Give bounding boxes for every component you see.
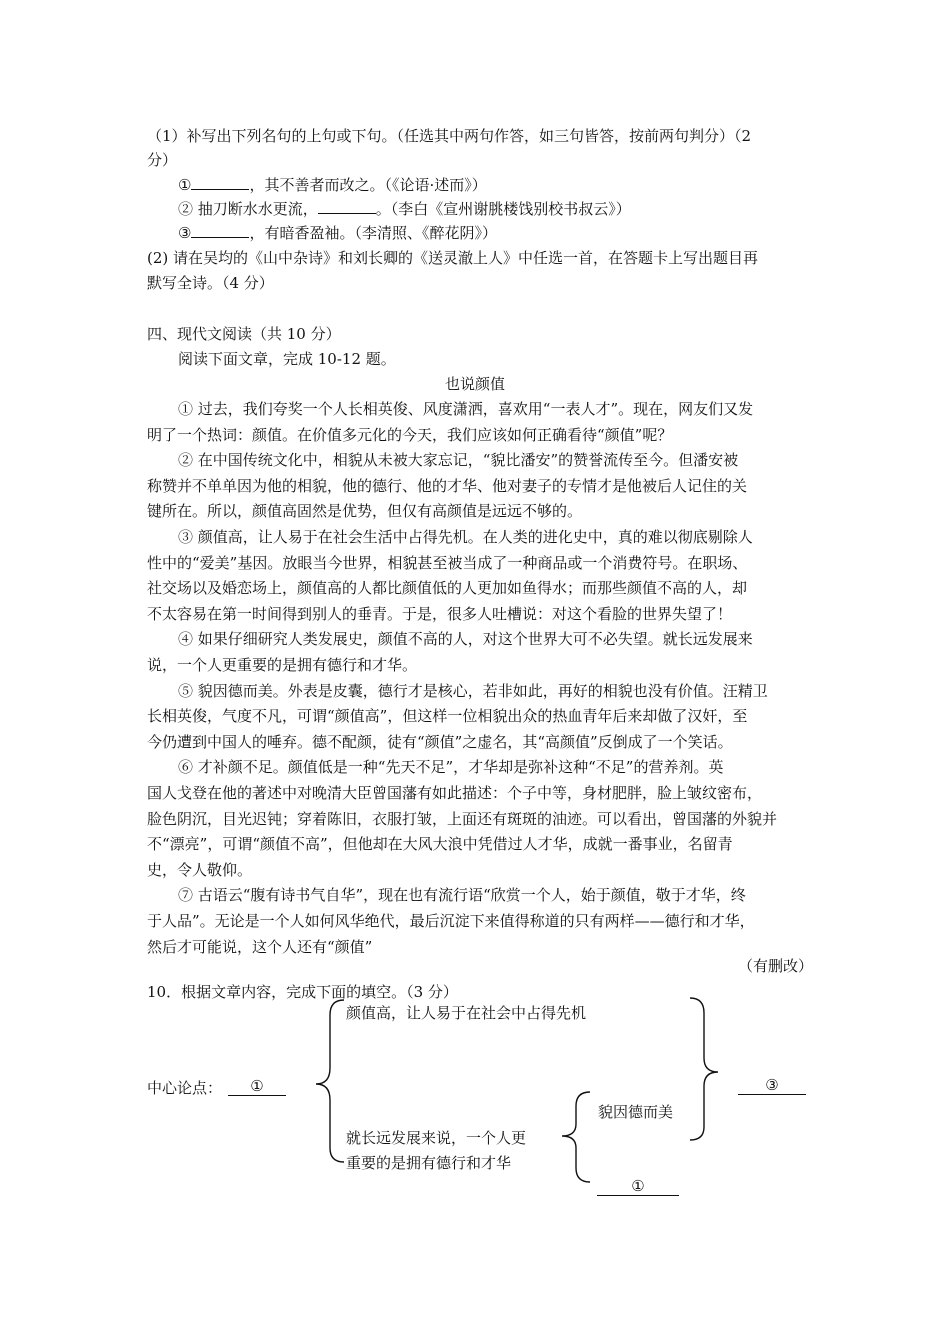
- article-line: ② 在中国传统文化中，相貌从未被大家忘记，“貌比潘安”的赞誉流传至今。但潘安被: [178, 451, 739, 469]
- article-title: 也说颜值: [444, 375, 505, 393]
- blank-3-marker: ③: [765, 1076, 779, 1094]
- article-line: 不太容易在第一时间得到别人的垂青。于是，很多人吐槽说：对这个看脸的世界失望了！: [147, 605, 733, 623]
- article-line: 社交场以及婚恋场上，颜值高的人都比颜值低的人更加如鱼得水；而那些颜值不高的人，却: [147, 579, 748, 597]
- blank-1-marker: ①: [250, 1077, 264, 1095]
- item-marker: ①: [178, 176, 192, 194]
- article-line: 今仍遭到中国人的唾弃。德不配颜，徒有“颜值”之虚名，其“高颜值”反倒成了一个笑话。: [147, 733, 733, 751]
- reading-instruction: 阅读下面文章，完成 10-12 题。: [178, 350, 396, 368]
- article-line: ① 过去，我们夸奖一个人长相英俊、风度潇洒，喜欢用“一表人才”。现在，网友们又发: [178, 400, 754, 418]
- article-line: 不“漂亮”，可谓“颜值不高”，但他却在大风大浪中凭借过人才华，成就一番事业，名留青: [147, 835, 733, 853]
- article-line: 明了一个热词：颜值。在价值多元化的今天，我们应该如何正确看待“颜值”呢？: [147, 426, 673, 444]
- article-line: ⑦ 古语云“腹有诗书气自华”，现在也有流行语“欣赏一个人，始于颜值，敬于才华，终: [178, 886, 746, 904]
- item-text: 。（李白《宣州谢朓楼饯别校书叔云》）: [375, 200, 631, 218]
- sub-brace: [562, 1092, 590, 1182]
- article-line: 称赞并不单单因为他的相貌，他的德行、他的才华、他对妻子的专情才是他被后人记住的关: [147, 477, 748, 495]
- left-brace-main: [316, 1000, 344, 1162]
- item-marker: ③: [178, 224, 192, 242]
- article-line: ④ 如果仔细研究人类发展史，颜值不高的人，对这个世界大可不必失望。就长远发展来: [178, 630, 753, 648]
- item-text: ，有暗香盈袖。（李清照、《醉花阴》）: [249, 224, 497, 242]
- article-line: 然后才可能说，这个人还有“颜值”: [147, 938, 373, 956]
- article-line: ③ 颜值高，让人易于在社会生活中占得先机。在人类的进化史中，真的难以彻底剔除人: [178, 528, 753, 546]
- article-line: ⑥ 才补颜不足。颜值低是一种“先天不足”，才华却是弥补这种“不足”的营养剂。英: [178, 758, 724, 776]
- article-line: ⑤ 貌因德而美。外表是皮囊，德行才是核心，若非如此，再好的相貌也没有价值。汪精卫: [178, 682, 768, 700]
- right-brace-main: [690, 998, 718, 1140]
- article-line: 史，令人敬仰。: [147, 861, 253, 879]
- article-line: 国人戈登在他的著述中对晚清大臣曾国藩有如此描述：个子中等，身材肥胖，脸上皱纹密布，: [147, 784, 763, 802]
- article-line: 长相英俊，气度不凡，可谓“颜值高”，但这样一位相貌出众的热血青年后来却做了汉奸，至: [147, 707, 748, 725]
- q1-stem-line2: 分）: [147, 151, 178, 169]
- article-line: 于人品”。无论是一个人如何风华绝代，最后沉淀下来值得称道的只有两样——德行和才华，: [147, 912, 755, 930]
- section-heading: 四、现代文阅读（共 10 分）: [147, 325, 341, 343]
- question-10-prompt: 10．根据文章内容，完成下面的填空。（3 分）: [147, 983, 458, 1001]
- sub-blank-marker: ①: [631, 1177, 645, 1195]
- sub-point-top: 貌因德而美: [598, 1103, 674, 1121]
- article-line: 说，一个人更重要的是拥有德行和才华。: [147, 656, 418, 674]
- revision-note: （有删改）: [738, 957, 814, 975]
- branch-bottom-line1: 就长远发展来说，一个人更: [346, 1129, 527, 1147]
- q2-stem-line2: 默写全诗。（4 分）: [147, 274, 274, 292]
- article-line: 键所在。所以，颜值高固然是优势，但仅有高颜值是远远不够的。: [147, 502, 583, 520]
- central-argument-label: 中心论点：: [147, 1079, 223, 1097]
- item-text: ② 抽刀断水水更流，: [178, 200, 318, 218]
- article-line: 脸色阴沉，目光迟钝；穿着陈旧，衣服打皱，上面还有斑斑的油迹。可以看出，曾国藩的外貌并: [147, 810, 778, 828]
- q1-stem-line1: （1）补写出下列名句的上句或下句。（任选其中两句作答，如三句皆答，按前两句判分）（2: [147, 127, 752, 145]
- q2-stem-line1: (2) 请在吴均的《山中杂诗》和刘长卿的《送灵澈上人》中任选一首，在答题卡上写出题目再: [147, 249, 759, 267]
- branch-top-text: 颜值高，让人易于在社会中占得先机: [346, 1004, 587, 1022]
- branch-bottom-line2: 重要的是拥有德行和才华: [346, 1154, 512, 1172]
- item-text: ，其不善者而改之。（《论语·述而》）: [249, 176, 487, 194]
- article-line: 性中的“爱美”基因。放眼当今世界，相貌甚至被当成了一种商品或一个消费符号。在职场、: [147, 554, 748, 572]
